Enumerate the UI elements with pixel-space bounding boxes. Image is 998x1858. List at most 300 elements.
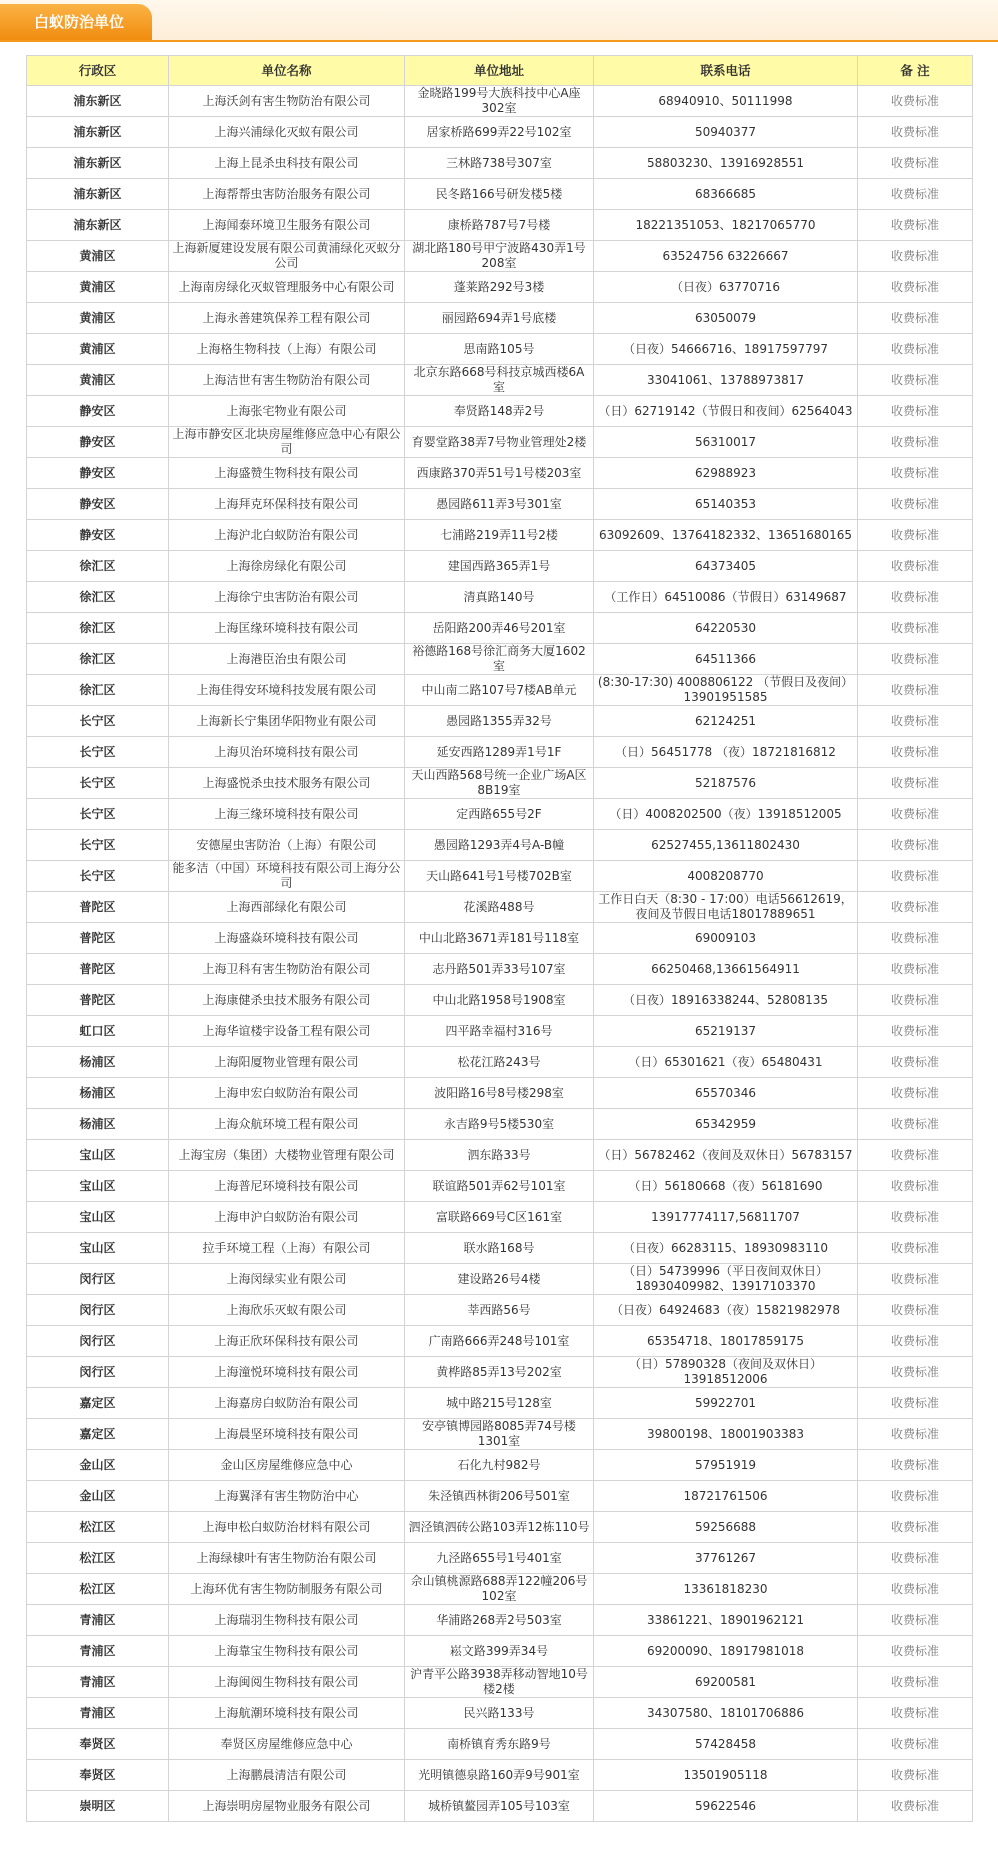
unit-name-cell: 上海众航环境工程有限公司 [169, 1109, 405, 1140]
table-row [27, 1140, 973, 1171]
table-row [27, 1760, 973, 1791]
remarks-link[interactable]: 收费标准 [858, 1233, 973, 1264]
unit-name-cell: 上海帮帮虫害防治服务有限公司 [169, 179, 405, 210]
address-cell: 联谊路501弄62号101室 [405, 1171, 594, 1202]
phone-cell: 58803230、13916928551 [594, 148, 858, 179]
address-cell: 愚园路1355弄32号 [405, 706, 594, 737]
phone-cell: 63050079 [594, 303, 858, 334]
pest-control-units-table [26, 55, 973, 1822]
unit-name-cell: 上海阳厦物业管理有限公司 [169, 1047, 405, 1078]
remarks-link[interactable]: 收费标准 [858, 396, 973, 427]
remarks-link[interactable]: 收费标准 [858, 675, 973, 706]
table-row [27, 520, 973, 551]
section-title-tab: 白蚁防治单位 [0, 4, 152, 40]
district-cell: 宝山区 [27, 1140, 169, 1171]
unit-name-cell: 上海格生物科技（上海）有限公司 [169, 334, 405, 365]
address-cell: 岳阳路200弄46号201室 [405, 613, 594, 644]
address-cell: 志丹路501弄33号107室 [405, 954, 594, 985]
remarks-link[interactable]: 收费标准 [858, 1481, 973, 1512]
address-cell: 石化九村982号 [405, 1450, 594, 1481]
address-cell: 育婴堂路38弄7号物业管理处2楼 [405, 427, 594, 458]
unit-name-cell: 上海三缘环境科技有限公司 [169, 799, 405, 830]
unit-name-cell: 上海环优有害生物防制服务有限公司 [169, 1574, 405, 1605]
unit-name-cell: 能多洁（中国）环境科技有限公司上海分公司 [169, 861, 405, 892]
unit-name-cell: 上海航潮环境科技有限公司 [169, 1698, 405, 1729]
column-header-district: 行政区 [27, 56, 169, 86]
unit-name-cell: 上海上昆杀虫科技有限公司 [169, 148, 405, 179]
remarks-link[interactable]: 收费标准 [858, 303, 973, 334]
district-cell: 浦东新区 [27, 210, 169, 241]
district-cell: 长宁区 [27, 768, 169, 799]
district-cell: 长宁区 [27, 830, 169, 861]
address-cell: 建国西路365弄1号 [405, 551, 594, 582]
section-header [0, 0, 998, 42]
address-cell: 康桥路787号7号楼 [405, 210, 594, 241]
table-row [27, 458, 973, 489]
district-cell: 浦东新区 [27, 86, 169, 117]
phone-cell: （日夜）63770716 [594, 272, 858, 303]
unit-name-cell: 上海沃剑有害生物防治有限公司 [169, 86, 405, 117]
unit-name-cell: 上海卫科有害生物防治有限公司 [169, 954, 405, 985]
district-cell: 嘉定区 [27, 1419, 169, 1450]
table-header-row [27, 56, 973, 86]
address-cell: 华浦路268弄2号503室 [405, 1605, 594, 1636]
table-row [27, 799, 973, 830]
unit-name-cell: 上海嘉房白蚁防治有限公司 [169, 1388, 405, 1419]
table-row [27, 644, 973, 675]
address-cell: 定西路655号2F [405, 799, 594, 830]
table-row [27, 1450, 973, 1481]
unit-name-cell: 上海新厦建设发展有限公司黄浦绿化灭蚁分公司 [169, 241, 405, 272]
district-cell: 虹口区 [27, 1016, 169, 1047]
phone-cell: 69009103 [594, 923, 858, 954]
phone-cell: （日）56782462（夜间及双休日）56783157 [594, 1140, 858, 1171]
address-cell: 沪青平公路3938弄移动智地10号楼2楼 [405, 1667, 594, 1698]
district-cell: 嘉定区 [27, 1388, 169, 1419]
remarks-link[interactable]: 收费标准 [858, 923, 973, 954]
table-row [27, 179, 973, 210]
address-cell: 湖北路180号甲宁波路430弄1号208室 [405, 241, 594, 272]
table-row [27, 706, 973, 737]
remarks-link[interactable]: 收费标准 [858, 1016, 973, 1047]
unit-name-cell: 安德屋虫害防治（上海）有限公司 [169, 830, 405, 861]
phone-cell: 56310017 [594, 427, 858, 458]
table-row [27, 210, 973, 241]
remarks-link[interactable]: 收费标准 [858, 582, 973, 613]
remarks-link[interactable]: 收费标准 [858, 148, 973, 179]
phone-cell: 4008208770 [594, 861, 858, 892]
remarks-link[interactable]: 收费标准 [858, 985, 973, 1016]
phone-cell: 59256688 [594, 1512, 858, 1543]
district-cell: 黄浦区 [27, 303, 169, 334]
address-cell: 七浦路219弄11号2楼 [405, 520, 594, 551]
district-cell: 长宁区 [27, 737, 169, 768]
unit-name-cell: 上海市静安区北块房屋维修应急中心有限公司 [169, 427, 405, 458]
unit-name-cell: 上海华谊楼宇设备工程有限公司 [169, 1016, 405, 1047]
phone-cell: （日）57890328（夜间及双休日）13918512006 [594, 1357, 858, 1388]
district-cell: 青浦区 [27, 1698, 169, 1729]
table-row [27, 1388, 973, 1419]
address-cell: 九泾路655号1号401室 [405, 1543, 594, 1574]
address-cell: 中山北路3671弄181号118室 [405, 923, 594, 954]
address-cell: 城中路215号128室 [405, 1388, 594, 1419]
remarks-link[interactable]: 收费标准 [858, 1140, 973, 1171]
district-cell: 杨浦区 [27, 1109, 169, 1140]
phone-cell: （日夜）66283115、18930983110 [594, 1233, 858, 1264]
address-cell: 北京东路668号科技京城西楼6A室 [405, 365, 594, 396]
address-cell: 思南路105号 [405, 334, 594, 365]
table-row [27, 1605, 973, 1636]
remarks-link[interactable]: 收费标准 [858, 1109, 973, 1140]
table-row [27, 303, 973, 334]
phone-cell: 34307580、18101706886 [594, 1698, 858, 1729]
remarks-link[interactable]: 收费标准 [858, 1264, 973, 1295]
district-cell: 长宁区 [27, 706, 169, 737]
remarks-link[interactable]: 收费标准 [858, 1450, 973, 1481]
district-cell: 青浦区 [27, 1636, 169, 1667]
phone-cell: （工作日）64510086（节假日）63149687 [594, 582, 858, 613]
unit-name-cell: 上海匡缘环境科技有限公司 [169, 613, 405, 644]
address-cell: 永吉路9号5楼530室 [405, 1109, 594, 1140]
district-cell: 青浦区 [27, 1667, 169, 1698]
district-cell: 黄浦区 [27, 365, 169, 396]
unit-name-cell: 上海佳得安环境科技发展有限公司 [169, 675, 405, 706]
unit-name-cell: 上海西部绿化有限公司 [169, 892, 405, 923]
district-cell: 崇明区 [27, 1791, 169, 1822]
phone-cell: （日）54739996（平日夜间双休日）18930409982、13917103370 [594, 1264, 858, 1295]
table-row [27, 1078, 973, 1109]
address-cell: 花溪路488号 [405, 892, 594, 923]
address-cell: 广南路666弄248号101室 [405, 1326, 594, 1357]
remarks-link[interactable]: 收费标准 [858, 830, 973, 861]
district-cell: 浦东新区 [27, 148, 169, 179]
address-cell: 天山路641号1号楼702B室 [405, 861, 594, 892]
phone-cell: 68940910、50111998 [594, 86, 858, 117]
remarks-link[interactable]: 收费标准 [858, 489, 973, 520]
remarks-link[interactable]: 收费标准 [858, 1791, 973, 1822]
district-cell: 浦东新区 [27, 179, 169, 210]
address-cell: 泗泾镇泗砖公路103弄12栋110号 [405, 1512, 594, 1543]
table-row [27, 1171, 973, 1202]
address-cell: 佘山镇桃源路688弄122幢206号102室 [405, 1574, 594, 1605]
phone-cell: 13917774117,56811707 [594, 1202, 858, 1233]
phone-cell: 65342959 [594, 1109, 858, 1140]
address-cell: 黄桦路85弄13号202室 [405, 1357, 594, 1388]
unit-name-cell: 上海鹏晨清洁有限公司 [169, 1760, 405, 1791]
phone-cell: 65219137 [594, 1016, 858, 1047]
phone-cell: （日）56180668（夜）56181690 [594, 1171, 858, 1202]
remarks-link[interactable]: 收费标准 [858, 365, 973, 396]
address-cell: 愚园路1293弄4号A-B幢 [405, 830, 594, 861]
table-row [27, 148, 973, 179]
table-row [27, 1264, 973, 1295]
district-cell: 普陀区 [27, 923, 169, 954]
table-row [27, 334, 973, 365]
remarks-link[interactable]: 收费标准 [858, 334, 973, 365]
address-cell: 中山北路1958号1908室 [405, 985, 594, 1016]
table-row [27, 861, 973, 892]
district-cell: 金山区 [27, 1450, 169, 1481]
phone-cell: 63524756 63226667 [594, 241, 858, 272]
table-row [27, 1202, 973, 1233]
unit-name-cell: 上海正欣环保科技有限公司 [169, 1326, 405, 1357]
table-row [27, 737, 973, 768]
district-cell: 静安区 [27, 489, 169, 520]
phone-cell: 66250468,13661564911 [594, 954, 858, 985]
table-row [27, 1636, 973, 1667]
remarks-link[interactable]: 收费标准 [858, 551, 973, 582]
table-row [27, 117, 973, 148]
remarks-link[interactable]: 收费标准 [858, 179, 973, 210]
address-cell: 金晓路199号大族科技中心A座302室 [405, 86, 594, 117]
district-cell: 宝山区 [27, 1171, 169, 1202]
remarks-link[interactable]: 收费标准 [858, 954, 973, 985]
phone-cell: 工作日白天（8:30 - 17:00）电话56612619，夜间及节假日电话18017889651 [594, 892, 858, 923]
unit-name-cell: 上海申松白蚁防治材料有限公司 [169, 1512, 405, 1543]
remarks-link[interactable]: 收费标准 [858, 1760, 973, 1791]
phone-cell: （日）56451778 （夜）18721816812 [594, 737, 858, 768]
phone-cell: 13361818230 [594, 1574, 858, 1605]
unit-name-cell: 奉贤区房屋维修应急中心 [169, 1729, 405, 1760]
address-cell: 光明镇德泉路160弄9号901室 [405, 1760, 594, 1791]
unit-name-cell: 金山区房屋维修应急中心 [169, 1450, 405, 1481]
district-cell: 徐汇区 [27, 675, 169, 706]
district-cell: 黄浦区 [27, 334, 169, 365]
address-cell: 崧文路399弄34号 [405, 1636, 594, 1667]
address-cell: 西康路370弄51号1号楼203室 [405, 458, 594, 489]
phone-cell: 64511366 [594, 644, 858, 675]
remarks-link[interactable]: 收费标准 [858, 1543, 973, 1574]
table-row [27, 768, 973, 799]
remarks-link[interactable]: 收费标准 [858, 799, 973, 830]
remarks-link[interactable]: 收费标准 [858, 737, 973, 768]
table-row [27, 1109, 973, 1140]
remarks-link[interactable]: 收费标准 [858, 1667, 973, 1698]
column-header-unit-name: 单位名称 [169, 56, 405, 86]
phone-cell: 33041061、13788973817 [594, 365, 858, 396]
unit-name-cell: 上海洁世有害生物防治有限公司 [169, 365, 405, 396]
unit-name-cell: 上海拜克环保科技有限公司 [169, 489, 405, 520]
address-cell: 城桥镇鳌园弄105号103室 [405, 1791, 594, 1822]
address-cell: 愚园路611弄3号301室 [405, 489, 594, 520]
remarks-link[interactable]: 收费标准 [858, 86, 973, 117]
table-row [27, 1512, 973, 1543]
remarks-link[interactable]: 收费标准 [858, 1605, 973, 1636]
remarks-link[interactable]: 收费标准 [858, 210, 973, 241]
table-row [27, 613, 973, 644]
unit-name-cell: 上海盛悦杀虫技术服务有限公司 [169, 768, 405, 799]
remarks-link[interactable]: 收费标准 [858, 892, 973, 923]
phone-cell: 50940377 [594, 117, 858, 148]
remarks-link[interactable]: 收费标准 [858, 1047, 973, 1078]
district-cell: 徐汇区 [27, 582, 169, 613]
district-cell: 静安区 [27, 427, 169, 458]
remarks-link[interactable]: 收费标准 [858, 1636, 973, 1667]
remarks-link[interactable]: 收费标准 [858, 706, 973, 737]
district-cell: 松江区 [27, 1574, 169, 1605]
table-row [27, 1481, 973, 1512]
phone-cell: （日）62719142（节假日和夜间）62564043 [594, 396, 858, 427]
remarks-link[interactable]: 收费标准 [858, 768, 973, 799]
remarks-link[interactable]: 收费标准 [858, 613, 973, 644]
district-cell: 徐汇区 [27, 644, 169, 675]
table-body [27, 86, 973, 1822]
table-row [27, 1543, 973, 1574]
remarks-link[interactable]: 收费标准 [858, 427, 973, 458]
unit-name-cell: 上海瑞羽生物科技有限公司 [169, 1605, 405, 1636]
unit-name-cell: 上海南房绿化灭蚁管理服务中心有限公司 [169, 272, 405, 303]
unit-name-cell: 拉手环境工程（上海）有限公司 [169, 1233, 405, 1264]
address-cell: 奉贤路148弄2号 [405, 396, 594, 427]
remarks-link[interactable]: 收费标准 [858, 861, 973, 892]
table-row [27, 1698, 973, 1729]
unit-name-cell: 上海盛赞生物科技有限公司 [169, 458, 405, 489]
district-cell: 普陀区 [27, 954, 169, 985]
phone-cell: 57428458 [594, 1729, 858, 1760]
column-header-remarks: 备 注 [858, 56, 973, 86]
unit-name-cell: 上海靠宝生物科技有限公司 [169, 1636, 405, 1667]
table-row [27, 365, 973, 396]
unit-name-cell: 上海沪北白蚁防治有限公司 [169, 520, 405, 551]
unit-name-cell: 上海翼泽有害生物防治中心 [169, 1481, 405, 1512]
district-cell: 徐汇区 [27, 551, 169, 582]
phone-cell: 64220530 [594, 613, 858, 644]
remarks-link[interactable]: 收费标准 [858, 1512, 973, 1543]
unit-name-cell: 上海潼悦环境科技有限公司 [169, 1357, 405, 1388]
remarks-link[interactable]: 收费标准 [858, 272, 973, 303]
column-header-phone: 联系电话 [594, 56, 858, 86]
district-cell: 松江区 [27, 1512, 169, 1543]
district-cell: 金山区 [27, 1481, 169, 1512]
unit-name-cell: 上海绿棣叶有害生物防治有限公司 [169, 1543, 405, 1574]
address-cell: 延安西路1289弄1号1F [405, 737, 594, 768]
unit-name-cell: 上海闻泰环境卫生服务有限公司 [169, 210, 405, 241]
remarks-link[interactable]: 收费标准 [858, 644, 973, 675]
unit-name-cell: 上海徐房绿化有限公司 [169, 551, 405, 582]
district-cell: 闵行区 [27, 1357, 169, 1388]
unit-name-cell: 上海闵绿实业有限公司 [169, 1264, 405, 1295]
phone-cell: （日）65301621（夜）65480431 [594, 1047, 858, 1078]
table-row [27, 427, 973, 458]
unit-name-cell: 上海永善建筑保养工程有限公司 [169, 303, 405, 334]
district-cell: 宝山区 [27, 1202, 169, 1233]
unit-name-cell: 上海贝治环境科技有限公司 [169, 737, 405, 768]
remarks-link[interactable]: 收费标准 [858, 1078, 973, 1109]
table-row [27, 1326, 973, 1357]
address-cell: 富联路669号C区161室 [405, 1202, 594, 1233]
phone-cell: （日夜）18916338244、52808135 [594, 985, 858, 1016]
phone-cell: 65140353 [594, 489, 858, 520]
unit-name-cell: 上海兴浦绿化灭蚁有限公司 [169, 117, 405, 148]
unit-name-cell: 上海闽阅生物科技有限公司 [169, 1667, 405, 1698]
remarks-link[interactable]: 收费标准 [858, 520, 973, 551]
district-cell: 浦东新区 [27, 117, 169, 148]
table-row [27, 1419, 973, 1450]
table-row [27, 1357, 973, 1388]
remarks-link[interactable]: 收费标准 [858, 1729, 973, 1760]
unit-name-cell: 上海盛焱环境科技有限公司 [169, 923, 405, 954]
unit-name-cell: 上海徐宁虫害防治有限公司 [169, 582, 405, 613]
table-row [27, 396, 973, 427]
phone-cell: 62988923 [594, 458, 858, 489]
unit-name-cell: 上海宝房（集团）大楼物业管理有限公司 [169, 1140, 405, 1171]
remarks-link[interactable]: 收费标准 [858, 1357, 973, 1388]
remarks-link[interactable]: 收费标准 [858, 1419, 973, 1450]
phone-cell: 62527455,13611802430 [594, 830, 858, 861]
phone-cell: 59622546 [594, 1791, 858, 1822]
district-cell: 闵行区 [27, 1295, 169, 1326]
phone-cell: 33861221、18901962121 [594, 1605, 858, 1636]
table-row [27, 489, 973, 520]
table-row [27, 830, 973, 861]
remarks-link[interactable]: 收费标准 [858, 1326, 973, 1357]
address-cell: 三林路738号307室 [405, 148, 594, 179]
table-row [27, 1791, 973, 1822]
address-cell: 丽园路694弄1号底楼 [405, 303, 594, 334]
address-cell: 清真路140号 [405, 582, 594, 613]
table-row [27, 241, 973, 272]
district-cell: 松江区 [27, 1543, 169, 1574]
address-cell: 四平路幸福村316号 [405, 1016, 594, 1047]
phone-cell: 65570346 [594, 1078, 858, 1109]
address-cell: 中山南二路107号7楼AB单元 [405, 675, 594, 706]
table-row [27, 1729, 973, 1760]
district-cell: 长宁区 [27, 861, 169, 892]
address-cell: 联水路168号 [405, 1233, 594, 1264]
phone-cell: （日夜）64924683（夜）15821982978 [594, 1295, 858, 1326]
address-cell: 建设路26号4楼 [405, 1264, 594, 1295]
table-row [27, 675, 973, 706]
phone-cell: 69200090、18917981018 [594, 1636, 858, 1667]
remarks-link[interactable]: 收费标准 [858, 1202, 973, 1233]
district-cell: 普陀区 [27, 985, 169, 1016]
remarks-link[interactable]: 收费标准 [858, 1171, 973, 1202]
remarks-link[interactable]: 收费标准 [858, 1574, 973, 1605]
district-cell: 长宁区 [27, 799, 169, 830]
address-cell: 莘西路56号 [405, 1295, 594, 1326]
phone-cell: 57951919 [594, 1450, 858, 1481]
table-row [27, 551, 973, 582]
unit-name-cell: 上海康健杀虫技术服务有限公司 [169, 985, 405, 1016]
remarks-link[interactable]: 收费标准 [858, 117, 973, 148]
column-header-address: 单位地址 [405, 56, 594, 86]
phone-cell: 63092609、13764182332、13651680165 [594, 520, 858, 551]
remarks-link[interactable]: 收费标准 [858, 1698, 973, 1729]
phone-cell: 13501905118 [594, 1760, 858, 1791]
address-cell: 朱泾镇西林街206号501室 [405, 1481, 594, 1512]
address-cell: 波阳路16号8号楼298室 [405, 1078, 594, 1109]
unit-name-cell: 上海港臣治虫有限公司 [169, 644, 405, 675]
address-cell: 民兴路133号 [405, 1698, 594, 1729]
phone-cell: 69200581 [594, 1667, 858, 1698]
remarks-link[interactable]: 收费标准 [858, 1388, 973, 1419]
address-cell: 安亭镇博园路8085弄74号楼1301室 [405, 1419, 594, 1450]
table-row [27, 582, 973, 613]
district-cell: 徐汇区 [27, 613, 169, 644]
pest-control-units-table-wrapper [26, 55, 972, 1822]
phone-cell: 59922701 [594, 1388, 858, 1419]
unit-name-cell: 上海申沪白蚁防治有限公司 [169, 1202, 405, 1233]
table-row [27, 1574, 973, 1605]
address-cell: 居家桥路699弄22号102室 [405, 117, 594, 148]
phone-cell: 52187576 [594, 768, 858, 799]
table-row [27, 985, 973, 1016]
remarks-link[interactable]: 收费标准 [858, 458, 973, 489]
remarks-link[interactable]: 收费标准 [858, 241, 973, 272]
phone-cell: 18221351053、18217065770 [594, 210, 858, 241]
phone-cell: 37761267 [594, 1543, 858, 1574]
remarks-link[interactable]: 收费标准 [858, 1295, 973, 1326]
